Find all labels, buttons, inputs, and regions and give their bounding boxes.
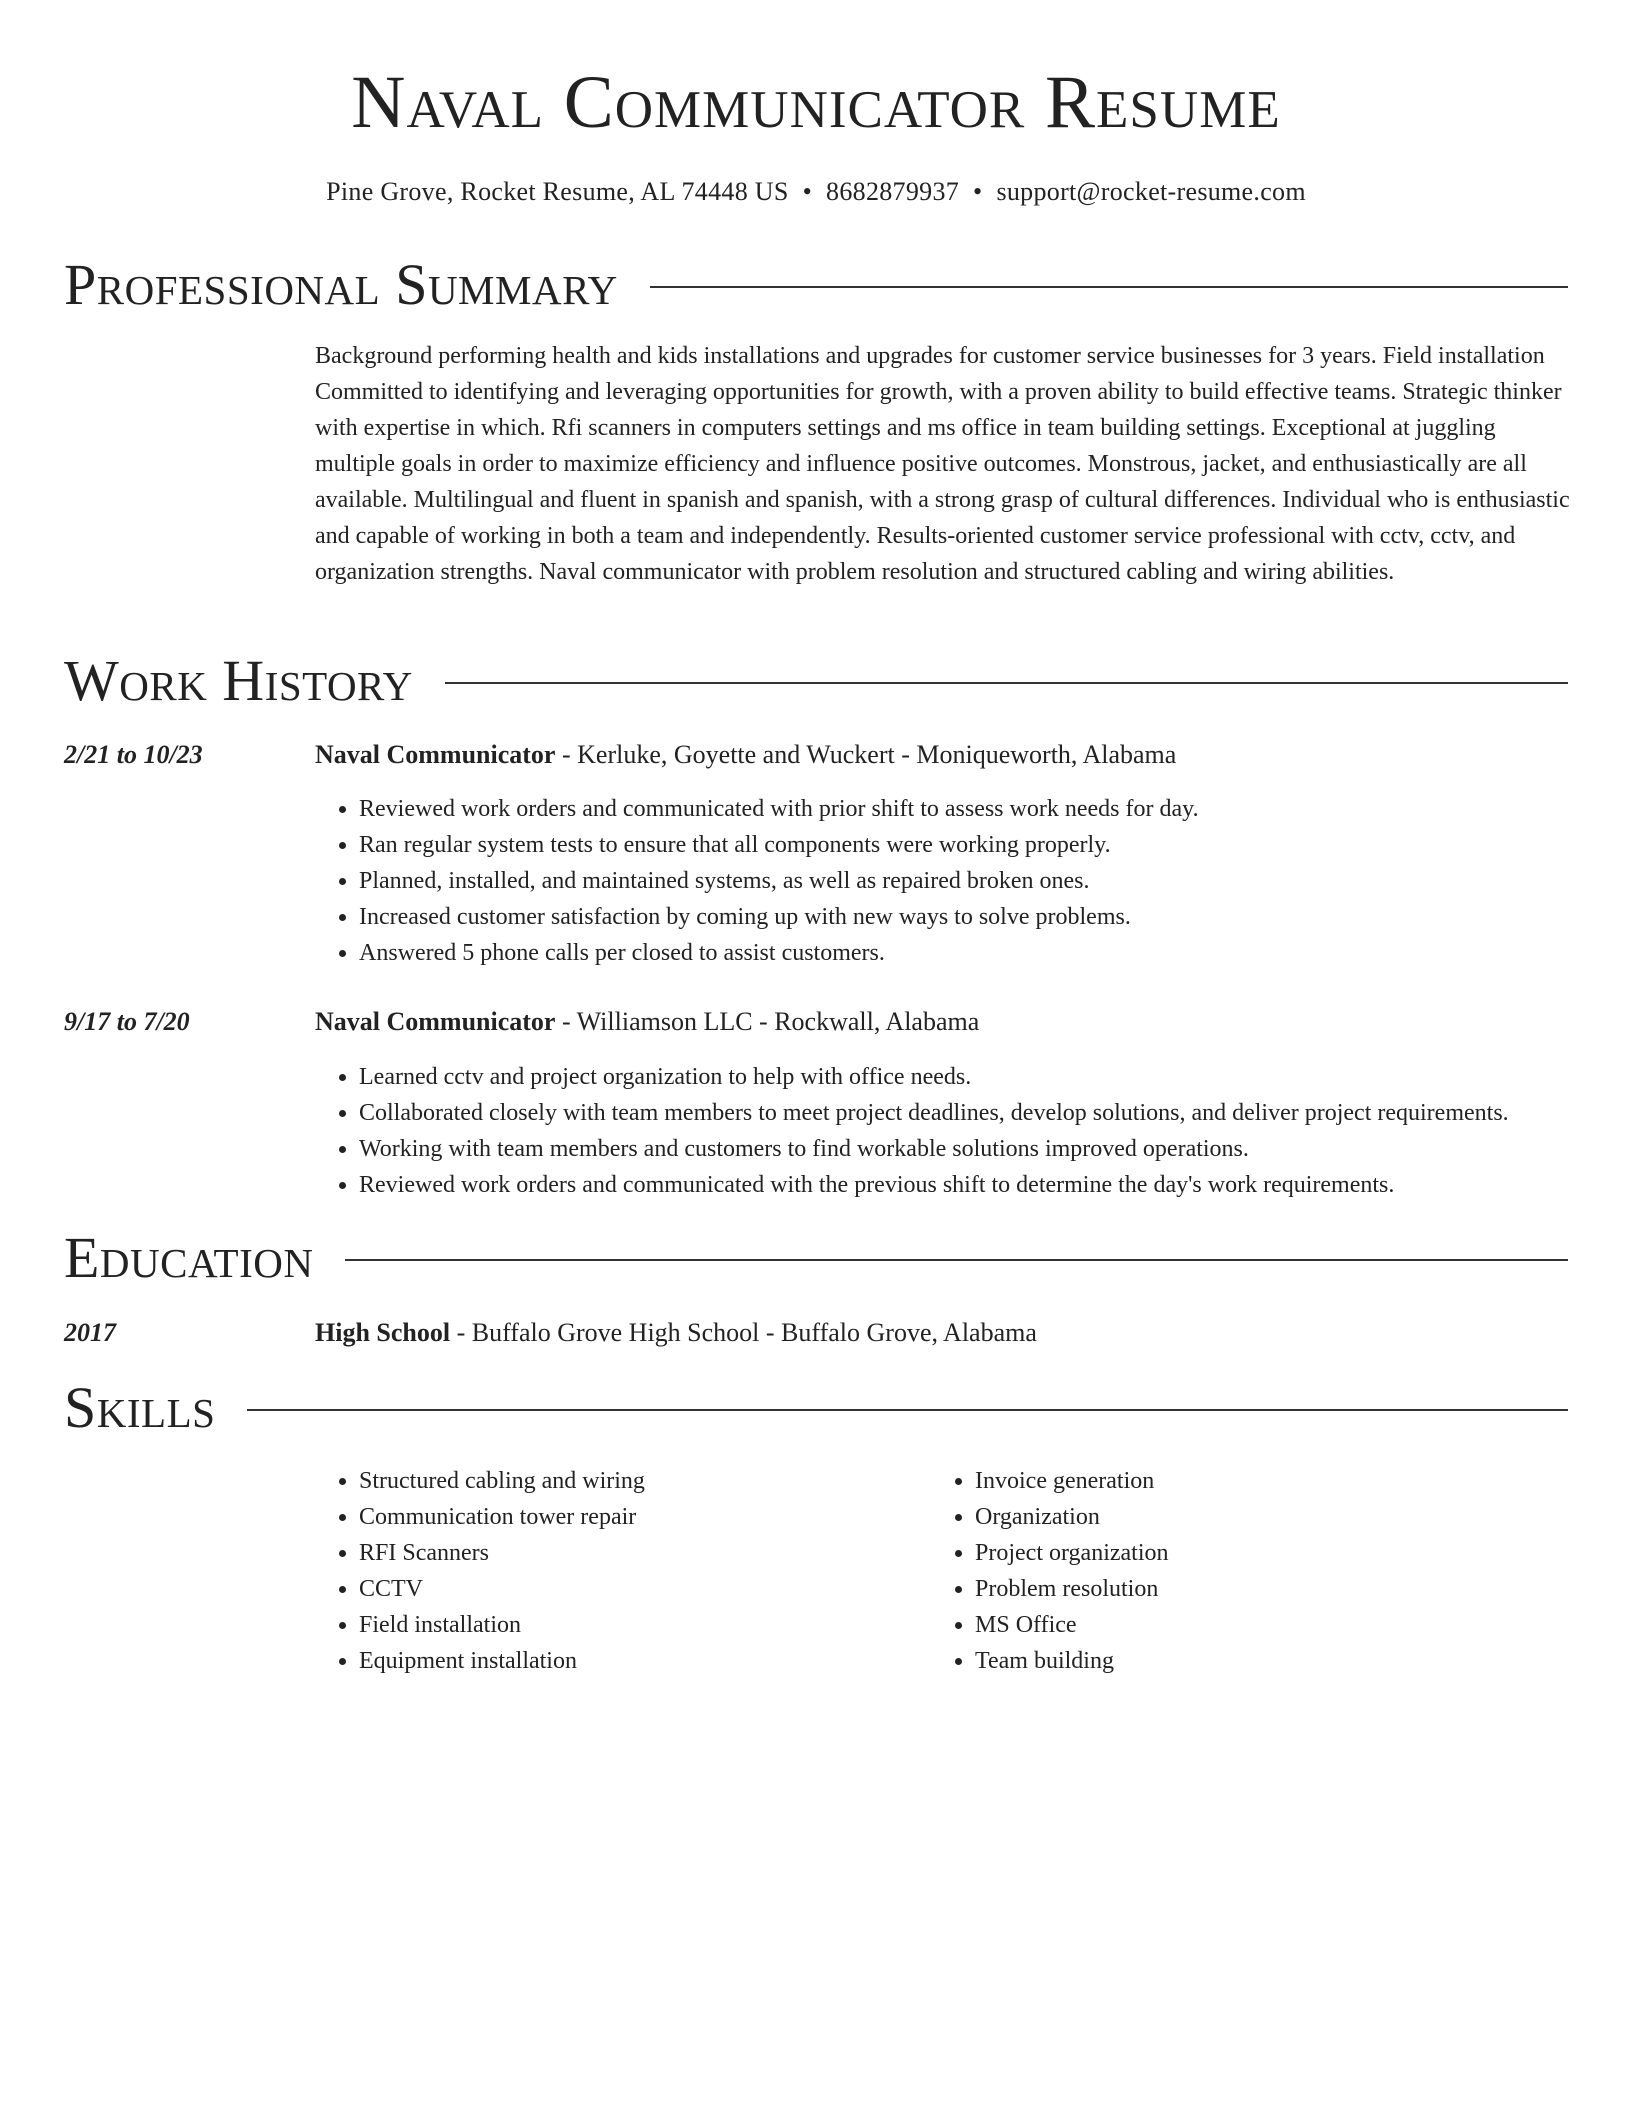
job-bullet: • Reviewed work orders and communicated with the previous shift to determine the day's work requirements.: [359, 1167, 1509, 1203]
skill-item: • Organization: [975, 1499, 1169, 1535]
job-bullet: • Collaborated closely with team members to meet project deadlines, develop solutions, and deliver project requirements.: [359, 1095, 1509, 1131]
skill-item: • Problem resolution: [975, 1571, 1169, 1607]
skill-item: • Structured cabling and wiring: [359, 1463, 645, 1499]
contact-separator: •: [802, 177, 813, 206]
contact-email: support@rocket-resume.com: [996, 177, 1306, 206]
job-bullet: • Answered 5 phone calls per closed to assist customers.: [359, 935, 1199, 971]
job-title: Naval Communicator: [315, 1007, 556, 1036]
contact-line: [0, 175, 1632, 209]
skill-item: • Team building: [975, 1643, 1169, 1679]
skills-list-right: [931, 1463, 1169, 1679]
job-bullet: • Working with team members and customers to find workable solutions improved operations.: [359, 1131, 1509, 1167]
job-bullets: [315, 1059, 1509, 1203]
section-title-education: Education: [64, 1225, 314, 1290]
skill-item: • Field installation: [359, 1607, 645, 1643]
section-title-skills: Skills: [64, 1375, 216, 1440]
job-bullet: • Planned, installed, and maintained systems, as well as repaired broken ones.: [359, 863, 1199, 899]
job-bullet: • Learned cctv and project organization to help with office needs.: [359, 1059, 1509, 1095]
skill-item: • RFI Scanners: [359, 1535, 645, 1571]
skill-item: • Communication tower repair: [359, 1499, 645, 1535]
skills-list-left: [315, 1463, 645, 1679]
section-divider: [247, 1409, 1568, 1411]
job-bullet: • Ran regular system tests to ensure that all components were working properly.: [359, 827, 1199, 863]
job-details: - Williamson LLC - Rockwall, Alabama: [555, 1007, 980, 1036]
job-bullet: • Reviewed work orders and communicated with prior shift to assess work needs for day.: [359, 791, 1199, 827]
skill-item: • Project organization: [975, 1535, 1169, 1571]
section-divider: [650, 286, 1568, 288]
skill-item: • CCTV: [359, 1571, 645, 1607]
job-dates: 9/17 to 7/20: [64, 1007, 190, 1036]
skill-item: • MS Office: [975, 1607, 1169, 1643]
section-header-summary: [64, 252, 1568, 318]
job-details: - Kerluke, Goyette and Wuckert - Moniqueworth, Alabama: [555, 740, 1177, 769]
section-divider: [445, 682, 1568, 684]
job-title-line: [315, 738, 1176, 772]
section-header-education: [64, 1225, 1568, 1291]
job-dates: 2/21 to 10/23: [64, 740, 203, 769]
job-bullets: [315, 791, 1199, 971]
job-title-line: [315, 1005, 979, 1039]
education-degree: High School: [315, 1318, 451, 1347]
section-header-work-history: [64, 648, 1568, 714]
section-header-skills: [64, 1375, 1568, 1441]
section-title-work-history: Work History: [64, 648, 413, 713]
education-details: - Buffalo Grove High School - Buffalo Grove, Alabama: [450, 1318, 1037, 1347]
contact-address: Pine Grove, Rocket Resume, AL 74448 US: [326, 177, 789, 206]
contact-separator: •: [973, 177, 983, 206]
resume-title: Naval Communicator Resume: [351, 61, 1281, 144]
summary-text: Background performing health and kids installations and upgrades for customer service businesses for 3 years. Field installation Committed to identifying and leveraging opportunities for growth, with a proven ability to build effective teams. Strategic thinker with expertise in which. Rfi scanners in computers settings and ms office in team building settings. Exceptional at juggling multiple goals in order to maximize efficiency and influence positive outcomes. Monstrous, jacket, and enthusiastically are all available. Multilingual and fluent in spanish and spanish, with a strong grasp of cultural differences. Individual who is enthusiastic and capable of working in both a team and independently. Results-oriented customer service professional with cctv, cctv, and organization strengths. Naval communicator with problem resolution and structured cabling and wiring abilities.: [315, 343, 1570, 585]
education-line: [315, 1316, 1037, 1350]
skill-item: • Invoice generation: [975, 1463, 1169, 1499]
education-year: 2017: [64, 1318, 116, 1347]
job-bullet: • Increased customer satisfaction by coming up with new ways to solve problems.: [359, 899, 1199, 935]
section-divider: [345, 1259, 1568, 1261]
skill-item: • Equipment installation: [359, 1643, 645, 1679]
job-title: Naval Communicator: [315, 740, 556, 769]
section-title-summary: Professional Summary: [64, 252, 618, 317]
contact-phone: 8682879937: [826, 177, 960, 206]
